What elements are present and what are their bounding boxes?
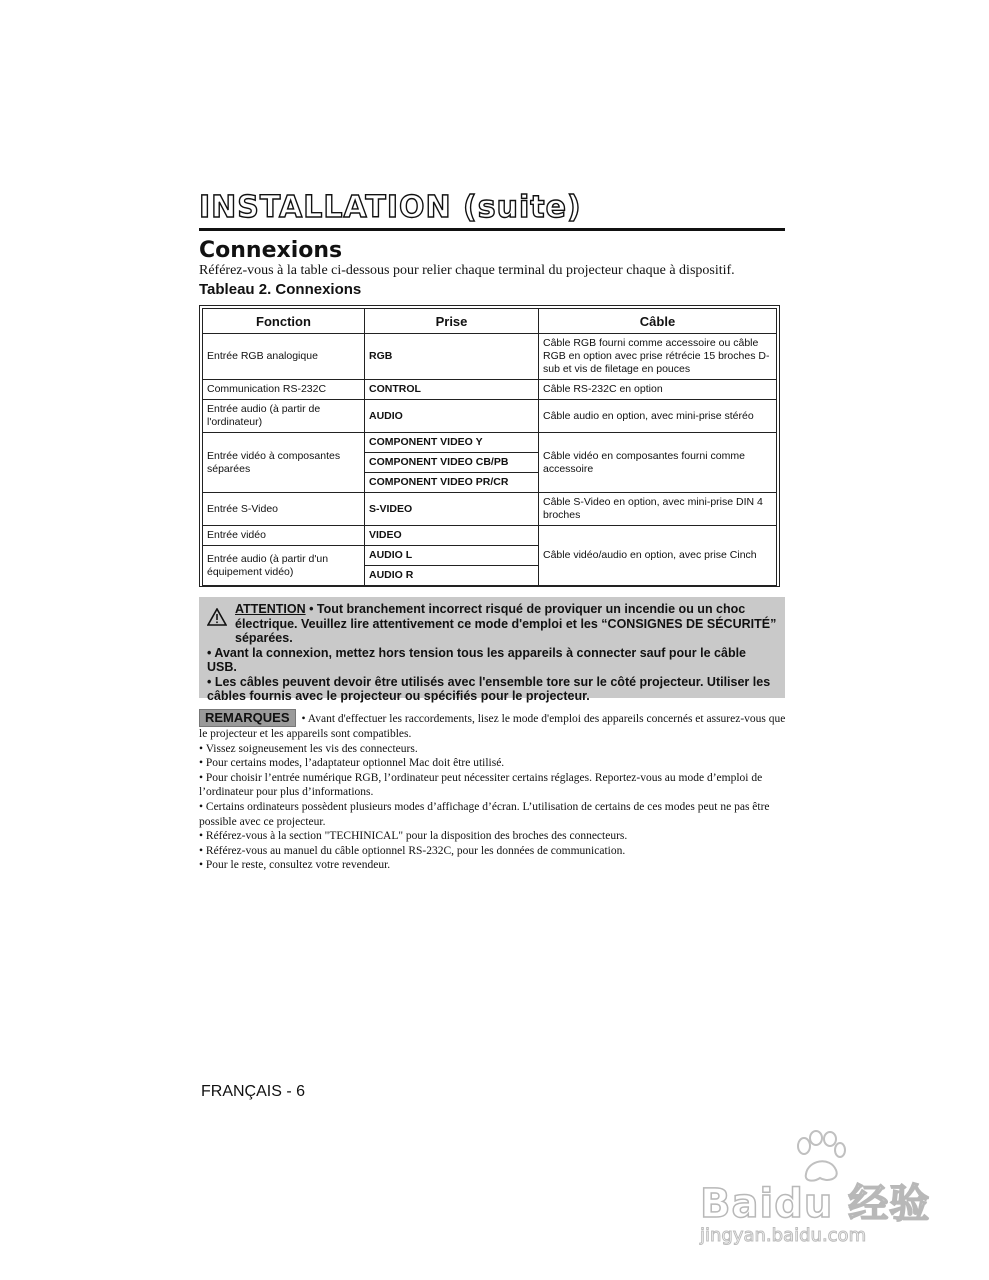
- cell-prise: VIDEO: [365, 526, 539, 546]
- cell-prise: COMPONENT VIDEO CB/PB: [365, 453, 539, 473]
- cell-fonction: Entrée audio (à partir d'un équipement vidéo): [203, 546, 365, 586]
- cell-cable: Câble audio en option, avec mini-prise stéréo: [539, 400, 777, 433]
- remark-item: • Pour choisir l’entrée numérique RGB, l’ordinateur peut nécessiter certains réglages. Reportez-vous au mode d’emploi de l’ordinateur pour plus d’informations.: [199, 771, 763, 799]
- intro-text: Référez-vous à la table ci-dessous pour relier chaque terminal du projecteur chaque à dispositif.: [199, 263, 735, 278]
- page-number: FRANÇAIS - 6: [201, 1083, 306, 1100]
- remarks-badge: REMARQUES: [199, 709, 296, 727]
- remarks-section: [199, 709, 789, 873]
- cell-fonction: Entrée audio (à partir de l'ordinateur): [203, 400, 365, 433]
- cell-cable: Câble vidéo en composantes fourni comme accessoire: [539, 433, 777, 493]
- table-row: [203, 380, 777, 400]
- watermark-url: jingyan.baidu.com: [700, 1225, 867, 1246]
- cell-cable: Câble RS-232C en option: [539, 380, 777, 400]
- cell-prise: AUDIO L: [365, 546, 539, 566]
- remark-item: • Référez-vous au manuel du câble optionnel RS-232C, pour les données de communication.: [199, 844, 626, 857]
- section-title: Connexions: [199, 238, 343, 263]
- cell-fonction: Entrée RGB analogique: [203, 334, 365, 380]
- column-header-prise: Prise: [365, 309, 539, 334]
- table-row: [203, 400, 777, 433]
- remark-item: • Référez-vous à la section "TECHINICAL" pour la disposition des broches des connecteurs.: [199, 830, 628, 843]
- column-header-cable: Câble: [539, 309, 777, 334]
- cell-cable: Câble RGB fourni comme accessoire ou câble RGB en option avec prise rétrécie 15 broches D-sub et vis de filetage en pouces: [539, 334, 777, 380]
- attention-line: • Tout branchement incorrect risqué de proviquer un incendie ou un choc électrique. Veuillez lire attentivement ce mode d'emploi et les “CONSIGNES DE SÉCURITÉ” séparées.: [235, 602, 777, 645]
- cell-prise: CONTROL: [365, 380, 539, 400]
- cell-cable: Câble vidéo/audio en option, avec prise Cinch: [539, 526, 777, 586]
- remark-item: • Vissez soigneusement les vis des connecteurs.: [199, 742, 418, 755]
- watermark-brand: Baidu 经验: [700, 1181, 931, 1227]
- attention-line: • Les câbles peuvent devoir être utilisés avec l'ensemble tore sur le côté projecteur. Utiliser les câbles fournis avec le projecteur ou spécifiés pour le projecteur.: [207, 674, 771, 703]
- cell-prise: RGB: [365, 334, 539, 380]
- table-row: [203, 493, 777, 526]
- cell-fonction: Communication RS-232C: [203, 380, 365, 400]
- remark-item: • Avant d'effectuer les raccordements, lisez le mode d'emploi des appareils concernés et assurez-vous que le projecteur et les appareils sont compatibles.: [199, 713, 786, 740]
- remark-item: • Pour le reste, consultez votre revendeur.: [199, 859, 391, 872]
- table-row: [203, 334, 777, 380]
- remark-item: • Pour certains modes, l’adaptateur optionnel Mac doit être utilisé.: [199, 757, 505, 770]
- table-row: [203, 526, 777, 546]
- cell-cable: Câble S-Video en option, avec mini-prise DIN 4 broches: [539, 493, 777, 526]
- cell-prise: COMPONENT VIDEO Y: [365, 433, 539, 453]
- table-caption: Tableau 2. Connexions: [199, 281, 362, 298]
- cell-fonction: Entrée vidéo: [203, 526, 365, 546]
- chapter-title: INSTALLATION (suite): [199, 190, 582, 225]
- warning-icon: [207, 608, 227, 626]
- attention-line: • Avant la connexion, mettez hors tension tous les appareils à connecter sauf pour le câble USB.: [207, 645, 747, 674]
- column-header-fonction: Fonction: [203, 309, 365, 334]
- cell-fonction: Entrée S-Video: [203, 493, 365, 526]
- chapter-title-rule: [199, 228, 785, 231]
- connections-table: [199, 305, 780, 587]
- table-header-row: [203, 309, 777, 334]
- cell-prise: S-VIDEO: [365, 493, 539, 526]
- table-row: [203, 433, 777, 453]
- cell-prise: AUDIO: [365, 400, 539, 433]
- attention-box: [199, 597, 785, 703]
- remark-item: • Certains ordinateurs possèdent plusieurs modes d’affichage d’écran. L’utilisation de certains de ces modes peut ne pas être possible avec ce projecteur.: [199, 800, 770, 828]
- cell-prise: AUDIO R: [365, 566, 539, 586]
- cell-prise: COMPONENT VIDEO PR/CR: [365, 473, 539, 493]
- watermark: [700, 1130, 940, 1245]
- attention-label: ATTENTION: [235, 602, 306, 616]
- cell-fonction: Entrée vidéo à composantes séparées: [203, 433, 365, 493]
